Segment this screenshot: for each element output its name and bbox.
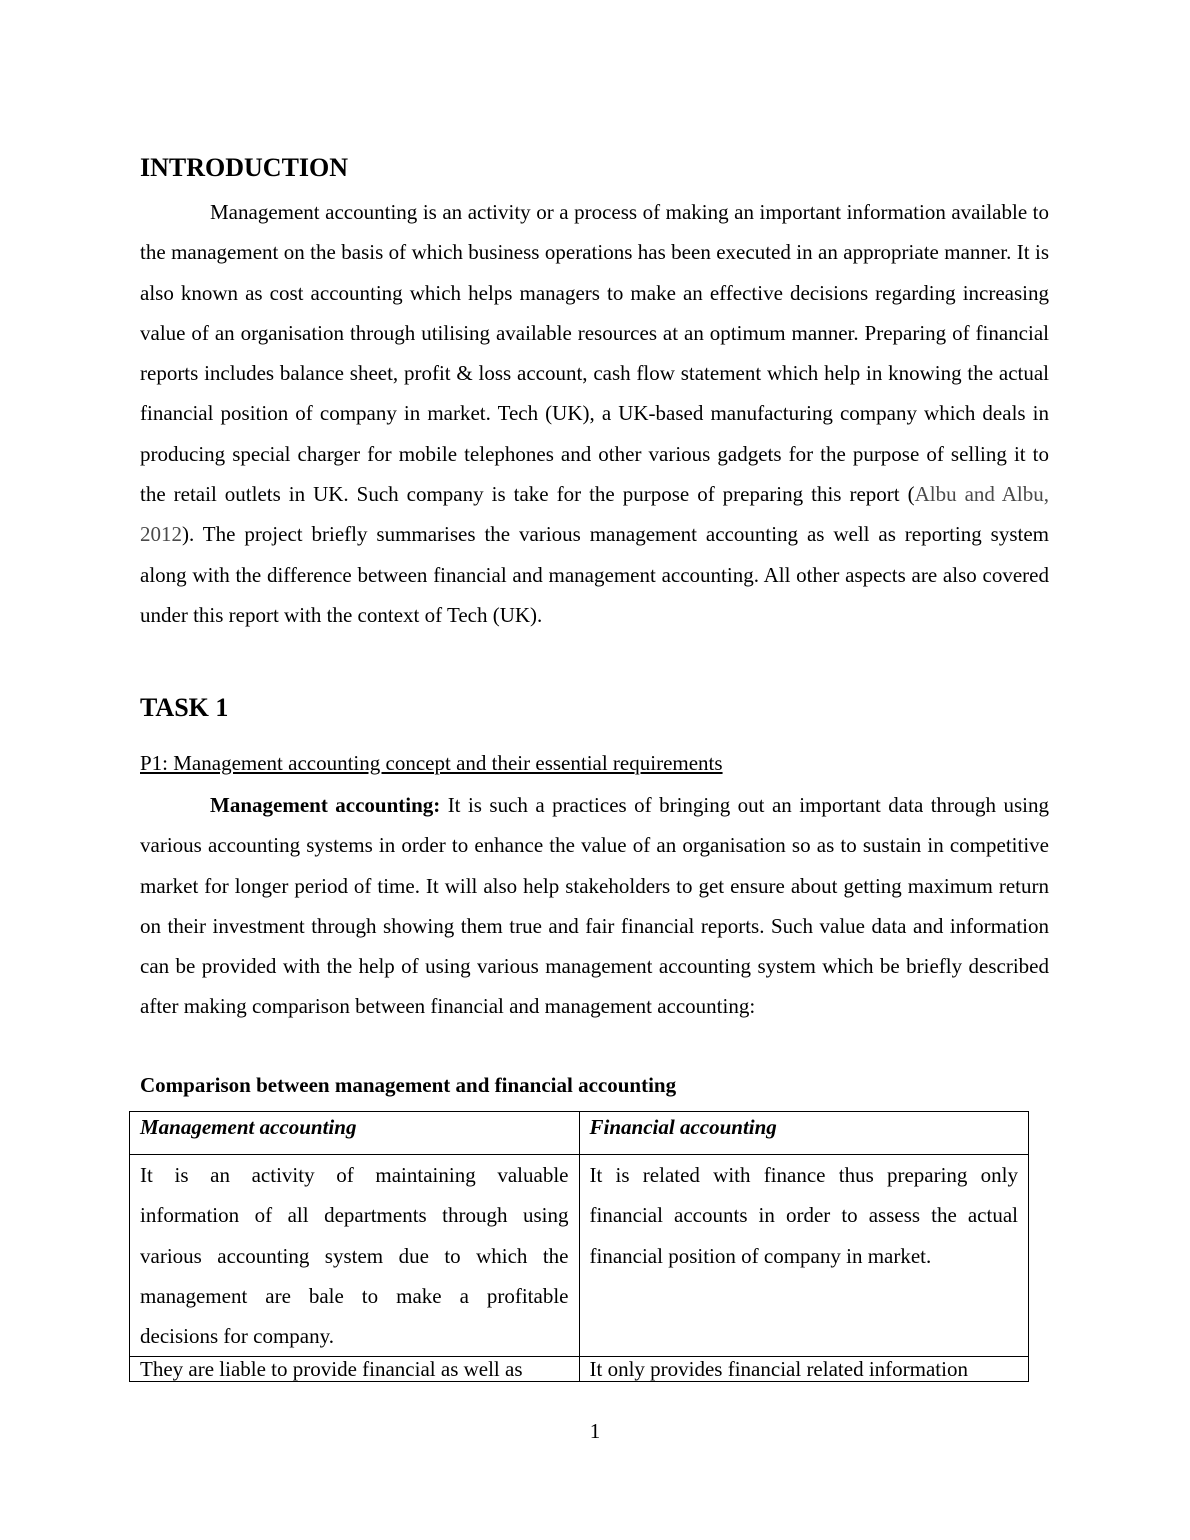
lead-term: Management accounting: — [210, 793, 441, 817]
page-number: 1 — [589, 1419, 601, 1443]
table-cell: It only provides financial related information — [579, 1357, 1029, 1382]
introduction-text-part1: Management accounting is an activity or a process of making an important information available to the management on the basis of which business operations has been executed in an appropriate manner. It is also known as cost accounting which helps managers to make an effective decisions regarding increasing value of an organisation through utilising available resources at an optimum manner. Preparing of financial reports includes balance sheet, profit & loss account, cash flow statement which help in knowing the actual financial position of company in market. Tech (UK), a UK-based manufacturing company which deals in producing special charger for mobile telephones and other various gadgets for the purpose of selling it to the retail outlets in UK. Such company is take for the purpose of preparing this report ( — [140, 200, 1049, 507]
comparison-table-title: Comparison between management and financial accounting — [140, 1073, 677, 1097]
introduction-text-part2: ). The project briefly summarises the various management accounting as well as reporting system along with the difference between financial and management accounting. All other aspects are also covered under this report with the context of Tech (UK). — [140, 522, 1049, 627]
column-header-financial: Financial accounting — [579, 1112, 1029, 1155]
table-cell: It is related with finance thus preparing only financial accounts in order to assess the actual financial position of company in market. — [579, 1155, 1029, 1357]
management-accounting-paragraph — [140, 785, 1049, 1027]
management-accounting-text: It is such a practices of bringing out an important data through using various accounting systems in order to enhance the value of an organisation so as to sustain in competitive market for longer period of time. It will also help stakeholders to get ensure about getting maximum return on their investment through showing them true and fair financial reports. Such value data and information can be provided with the help of using various management accounting system which be briefly described after making comparison between financial and management accounting: — [140, 793, 1049, 1019]
table-row — [130, 1155, 1029, 1357]
comparison-table — [129, 1111, 1029, 1382]
table-cell: It is an activity of maintaining valuable information of all departments through using various accounting system due to which the management are bale to make a profitable decisions for company. — [130, 1155, 580, 1357]
table-cell: They are liable to provide financial as well as — [130, 1357, 580, 1382]
table-row — [130, 1357, 1029, 1382]
introduction-heading: INTRODUCTION — [140, 153, 349, 182]
introduction-paragraph — [140, 192, 1049, 635]
p1-subheading: P1: Management accounting concept and their essential requirements — [140, 751, 723, 775]
table-header-row — [130, 1112, 1029, 1155]
citation-link[interactable]: Albu and Albu, 2012 — [140, 482, 1049, 547]
task1-heading: TASK 1 — [140, 693, 229, 722]
column-header-management: Management accounting — [130, 1112, 580, 1155]
